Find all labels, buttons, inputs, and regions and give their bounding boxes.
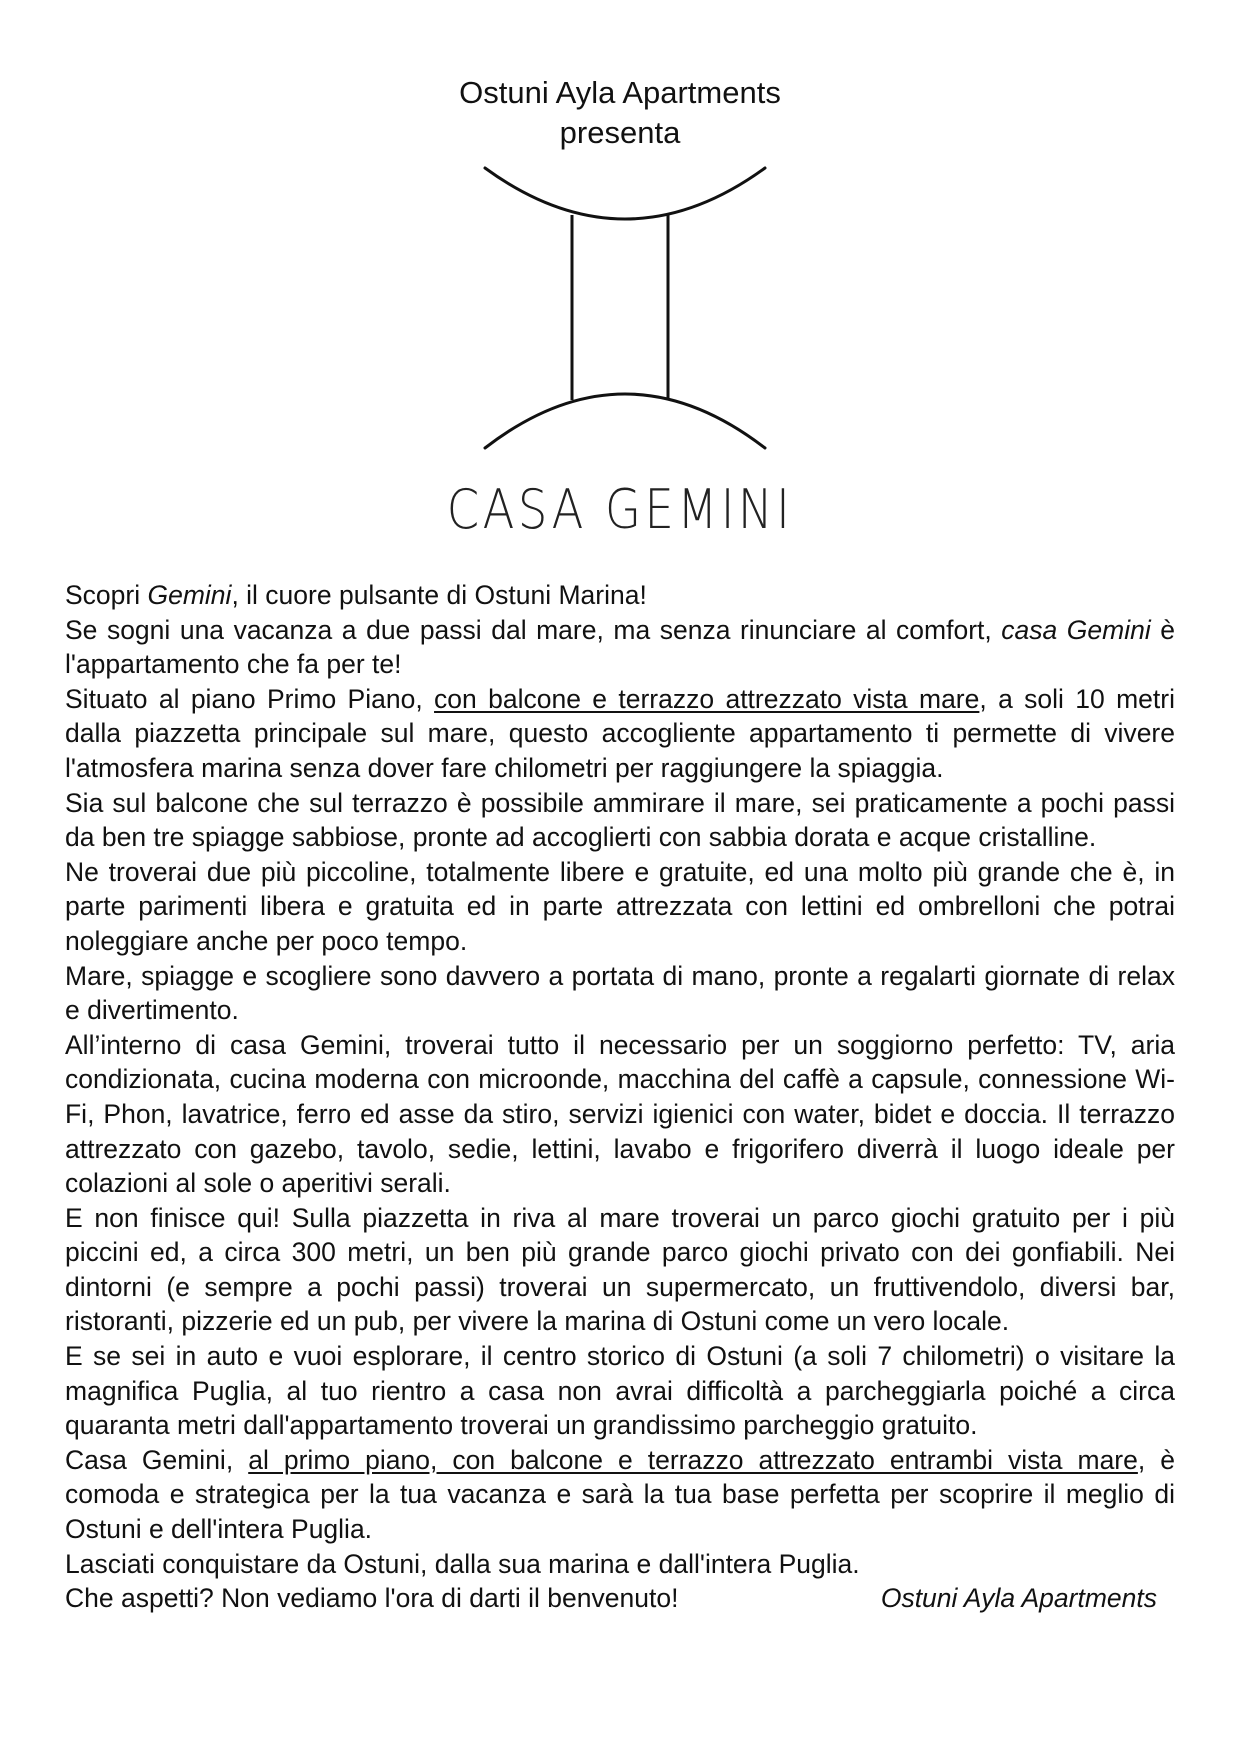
paragraph: Mare, spiagge e scogliere sono davvero a portata di mano, pronte a regalarti giornate di relax e divertimento. xyxy=(65,960,1175,1026)
brand-name: Ostuni Ayla Apartments xyxy=(459,75,781,110)
document-body xyxy=(65,578,1175,1616)
italic-span: casa Gemini xyxy=(1001,614,1151,645)
paragraph: Lasciati conquistare da Ostuni, dalla sua marina e dall'intera Puglia. xyxy=(65,1548,860,1579)
paragraph: Sia sul balcone che sul terrazzo è possibile ammirare il mare, sei praticamente a pochi passi da ben tre spiagge sabbiose, pronte ad accoglierti con sabbia dorata e acque cristalline. xyxy=(65,787,1175,853)
signature: Ostuni Ayla Apartments xyxy=(880,1583,1157,1614)
text-span: è l'appartamento che fa per te! xyxy=(65,614,1176,680)
logo-title: CASA GEMINI xyxy=(446,478,794,541)
underlined-span: al primo piano, con balcone e terrazzo attrezzato entrambi vista mare xyxy=(248,1444,1138,1475)
text-span: , il cuore pulsante di Ostuni Marina! xyxy=(231,580,647,610)
gemini-zodiac-icon xyxy=(475,160,775,480)
text-span: Se sogni una vacanza a due passi dal mare, ma senza rinunciare al comfort, xyxy=(65,614,1002,645)
paragraph xyxy=(65,1443,1175,1547)
underlined-span: con balcone e terrazzo attrezzato vista mare xyxy=(434,683,980,714)
paragraph xyxy=(65,613,1175,682)
text-span: Scopri xyxy=(65,580,148,610)
paragraph: All’interno di casa Gemini, troverai tutto il necessario per un soggiorno perfetto: TV, aria condizionata, cucina moderna con microonde, macchina del caffè a capsule, connessione Wi-Fi, Phon, lavatrice, ferro ed asse da stiro, servizi igienici con water, bidet e doccia. Il terrazzo attrezzato con gazebo, tavolo, sedie, lettini, lavabo e frigorifero diverrà il luogo ideale per colazioni al sole o aperitivi serali. xyxy=(65,1029,1175,1199)
closing-line xyxy=(65,1581,1175,1616)
paragraph xyxy=(65,578,1175,613)
italic-span: Gemini xyxy=(147,580,232,610)
paragraph: E se sei in auto e vuoi esplorare, il centro storico di Ostuni (a soli 7 chilometri) o visitare la magnifica Puglia, al tuo rientro a casa non avrai difficoltà a parcheggiarla poiché a circa quaranta metri dall'appartamento troverai un grandissimo parcheggio gratuito. xyxy=(65,1341,1175,1441)
document-header xyxy=(0,73,1240,153)
presents-label: presenta xyxy=(559,115,681,150)
paragraph xyxy=(65,682,1175,786)
closing-text: Che aspetti? Non vediamo l'ora di darti il benvenuto! xyxy=(65,1583,679,1614)
text-span: Casa Gemini, xyxy=(65,1444,249,1475)
paragraph: Ne troverai due più piccoline, totalmente libere e gratuite, ed una molto più grande che è, in parte parimenti libera e gratuita ed in parte attrezzata con lettini ed ombrelloni che potrai noleggiare anche per poco tempo. xyxy=(65,856,1175,956)
paragraph: E non finisce qui! Sulla piazzetta in riva al mare troverai un parco giochi gratuito per i più piccini ed, a circa 300 metri, un ben più grande parco giochi privato con dei gonfiabili. Nei dintorni (e sempre a pochi passi) troverai un supermercato, un fruttivendolo, diversi bar, ristoranti, pizzerie ed un pub, per vivere la marina di Ostuni come un vero locale. xyxy=(65,1202,1175,1337)
text-span: , è comoda e strategica per la tua vacanza e sarà la tua base perfetta per scoprire il meglio di Ostuni e dell'intera Puglia. xyxy=(65,1444,1175,1545)
text-span: Situato al piano Primo Piano, xyxy=(65,683,435,714)
text-span: , a soli 10 metri dalla piazzetta principale sul mare, questo accogliente appartamento ti permette di vivere l'atmosfera marina senza dover fare chilometri per raggiungere la spiaggia. xyxy=(65,683,1175,783)
